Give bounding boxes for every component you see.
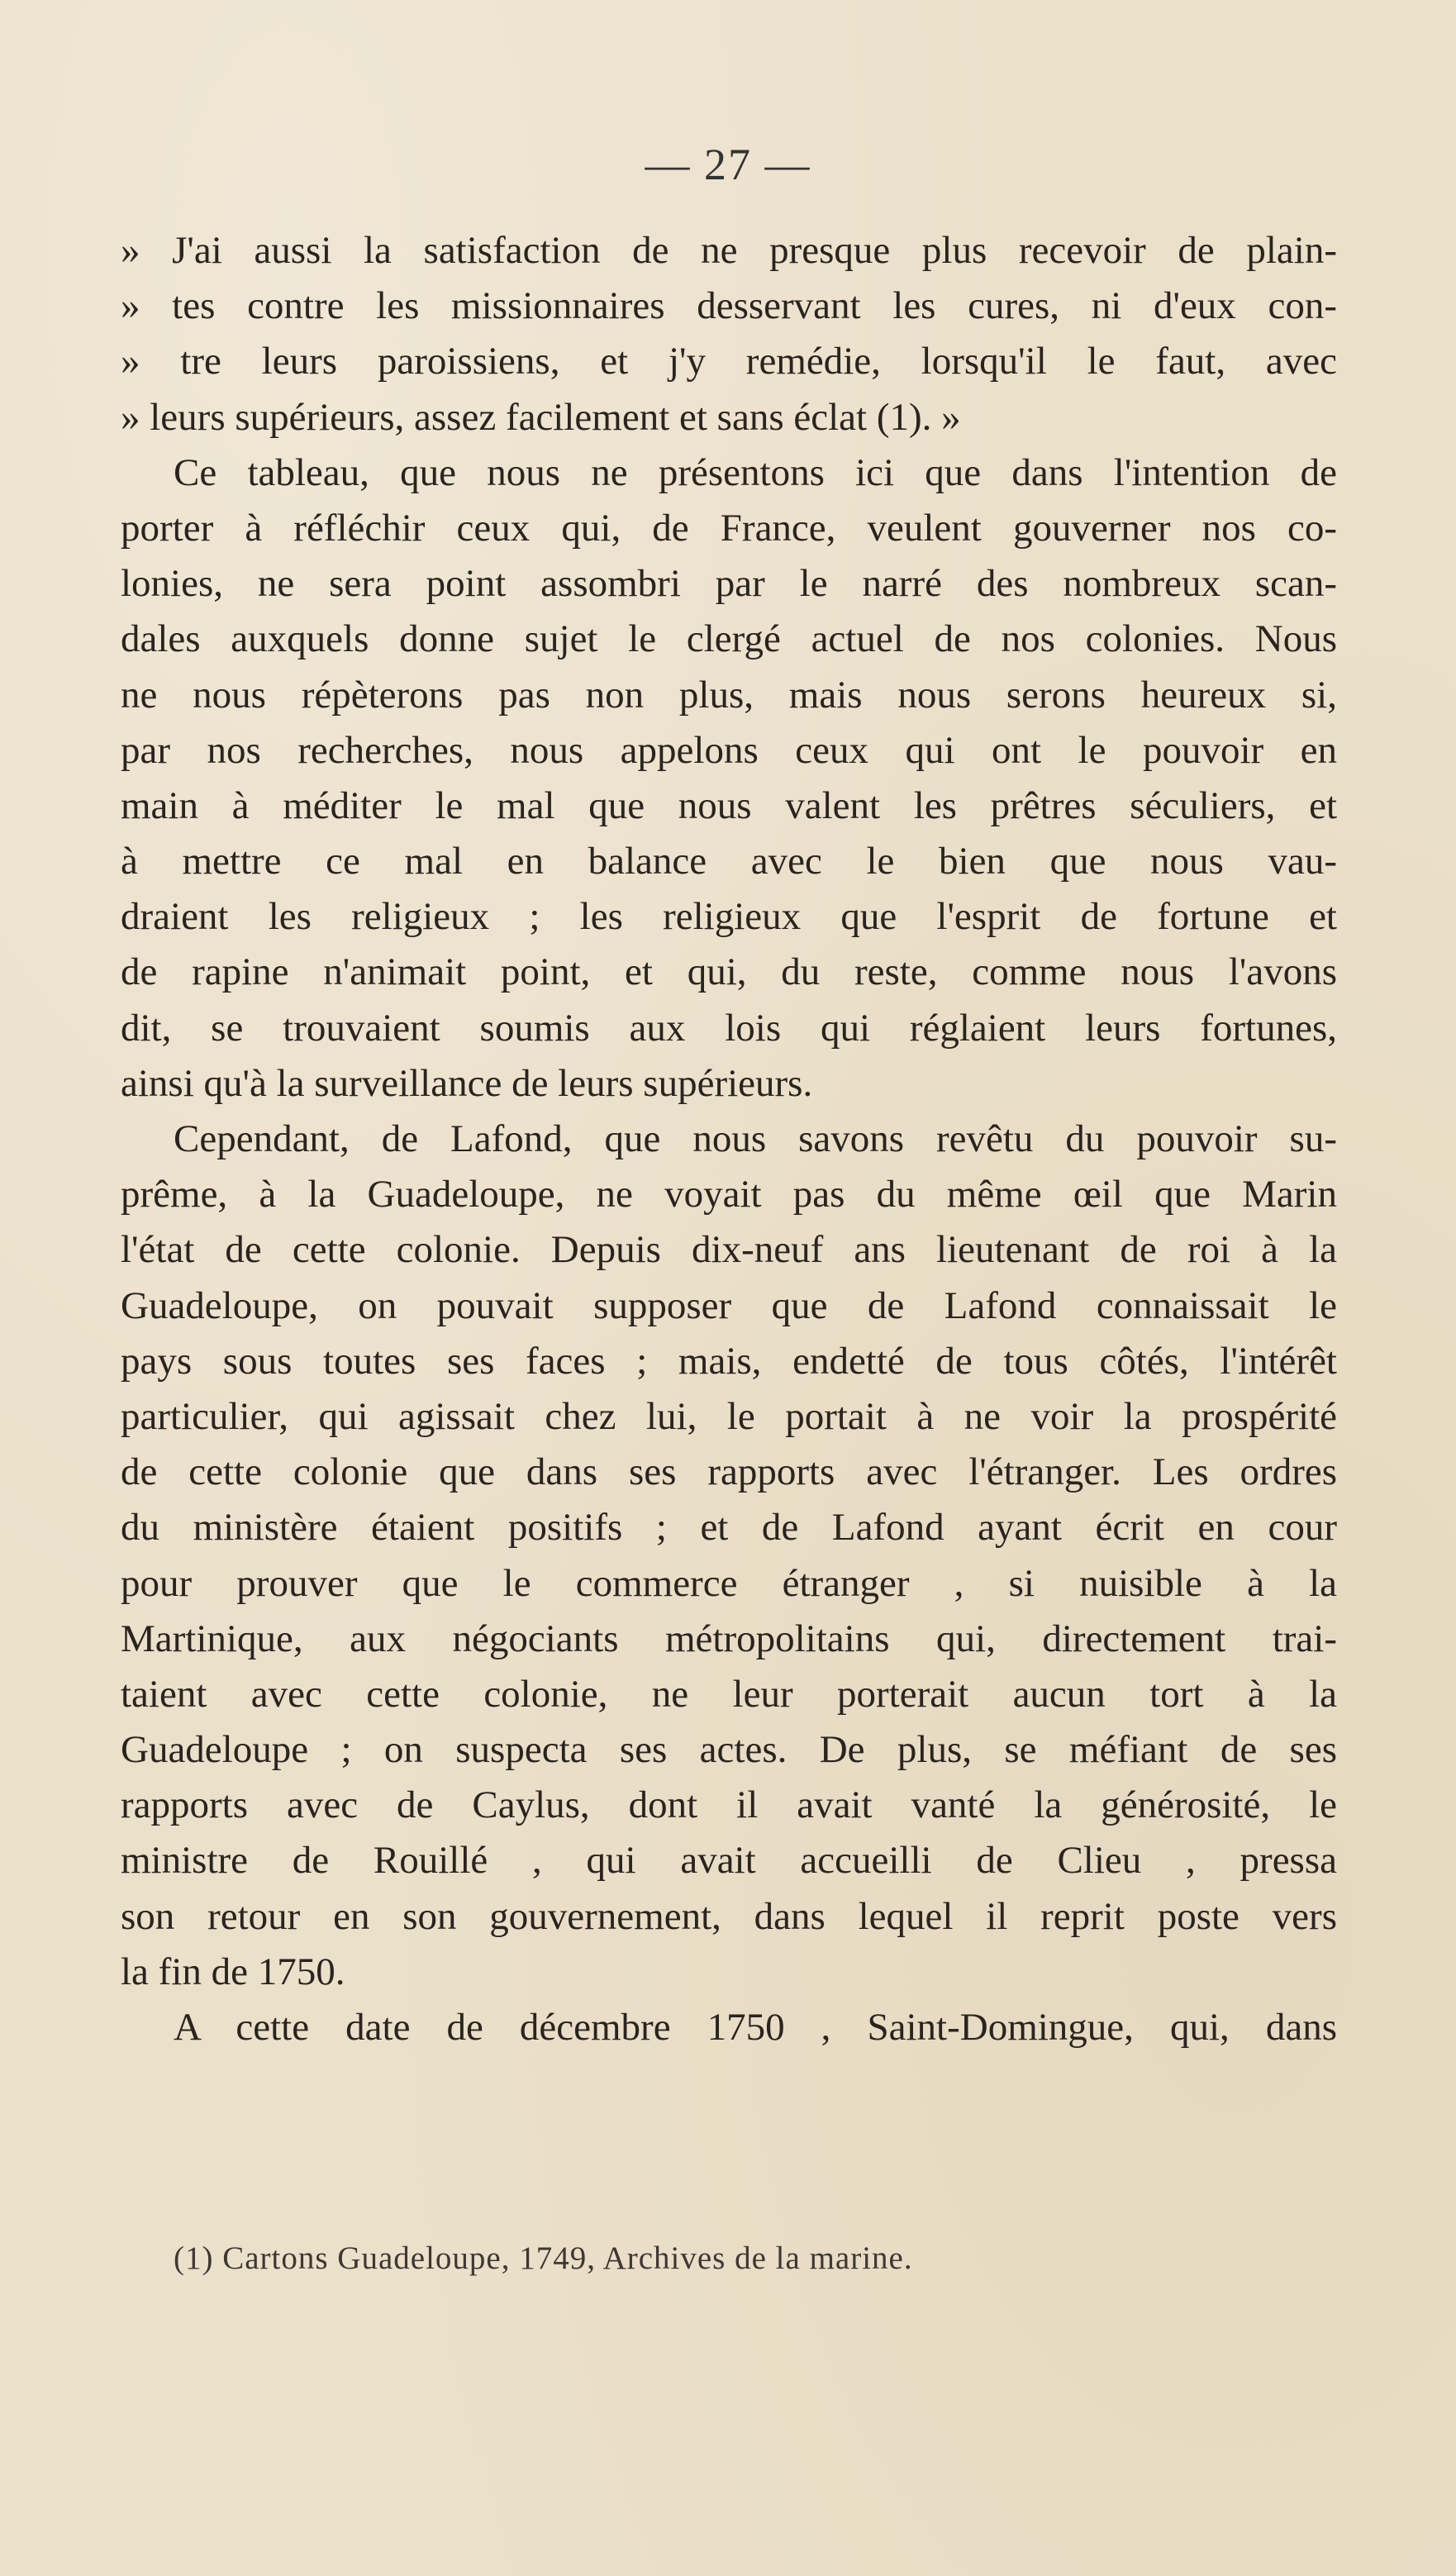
- text-line: taient avec cette colonie, ne leur porterait aucun tort à la: [121, 1672, 1337, 1716]
- text-line: draient les religieux ; les religieux que l'esprit de fortune et: [121, 895, 1337, 939]
- text-line: Martinique, aux négociants métropolitains qui, directement trai-: [121, 1617, 1337, 1660]
- text-line: lonies, ne sera point assombri par le narré des nombreux scan-: [121, 562, 1337, 606]
- text-line: Guadeloupe, on pouvait supposer que de Lafond connaissait le: [121, 1283, 1337, 1327]
- text-line: particulier, qui agissait chez lui, le portait à ne voir la prospérité: [121, 1394, 1337, 1438]
- text-line: l'état de cette colonie. Depuis dix-neuf ans lieutenant de roi à la: [121, 1228, 1337, 1272]
- text-line: A cette date de décembre 1750 , Saint-Domingue, qui, dans: [174, 2006, 1337, 2049]
- text-line: par nos recherches, nous appelons ceux qui ont le pouvoir en: [121, 728, 1337, 772]
- text-line: ministre de Rouillé , qui avait accueilli de Clieu , pressa: [121, 1839, 1337, 1883]
- text-line: à mettre ce mal en balance avec le bien que nous vau-: [121, 840, 1337, 883]
- footnote: (1) Cartons Guadeloupe, 1749, Archives de la marine.: [174, 2240, 913, 2276]
- text-line: prême, à la Guadeloupe, ne voyait pas du même œil que Marin: [121, 1173, 1337, 1217]
- text-line: dit, se trouvaient soumis aux lois qui réglaient leurs fortunes,: [121, 1006, 1337, 1050]
- text-line: » tre leurs paroissiens, et j'y remédie, lorsqu'il le faut, avec: [121, 340, 1337, 383]
- text-line: de rapine n'animait point, et qui, du reste, comme nous l'avons: [121, 950, 1337, 994]
- text-line: ainsi qu'à la surveillance de leurs supérieurs.: [121, 1061, 813, 1105]
- text-line: Ce tableau, que nous ne présentons ici que dans l'intention de: [174, 450, 1337, 494]
- text-line: la fin de 1750.: [121, 1950, 345, 1993]
- text-line: ne nous répèterons pas non plus, mais nous serons heureux si,: [121, 673, 1337, 717]
- text-line: son retour en son gouvernement, dans lequel il reprit poste vers: [121, 1894, 1337, 1938]
- text-line: de cette colonie que dans ses rapports avec l'étranger. Les ordres: [121, 1450, 1337, 1494]
- text-line: » leurs supérieurs, assez facilement et sans éclat (1). »: [121, 395, 961, 439]
- text-line: » tes contre les missionnaires desservant les cures, ni d'eux con-: [121, 284, 1337, 328]
- text-line: main à méditer le mal que nous valent les prêtres séculiers, et: [121, 783, 1337, 827]
- text-line: pour prouver que le commerce étranger , si nuisible à la: [121, 1561, 1337, 1605]
- text-line: du ministère étaient positifs ; et de Lafond ayant écrit en cour: [121, 1506, 1337, 1550]
- text-line: Cependant, de Lafond, que nous savons revêtu du pouvoir su-: [174, 1117, 1337, 1160]
- text-line: rapports avec de Caylus, dont il avait vanté la générosité, le: [121, 1783, 1337, 1827]
- text-line: » J'ai aussi la satisfaction de ne presque plus recevoir de plain-: [121, 229, 1337, 272]
- text-line: dales auxquels donne sujet le clergé actuel de nos colonies. Nous: [121, 617, 1337, 661]
- body-text: [121, 223, 1337, 2055]
- text-line: Guadeloupe ; on suspecta ses actes. De plus, se méfiant de ses: [121, 1728, 1337, 1772]
- page-number: — 27 —: [645, 140, 811, 189]
- text-line: porter à réfléchir ceux qui, de France, veulent gouverner nos co-: [121, 506, 1337, 550]
- text-line: pays sous toutes ses faces ; mais, endetté de tous côtés, l'intérêt: [121, 1339, 1337, 1383]
